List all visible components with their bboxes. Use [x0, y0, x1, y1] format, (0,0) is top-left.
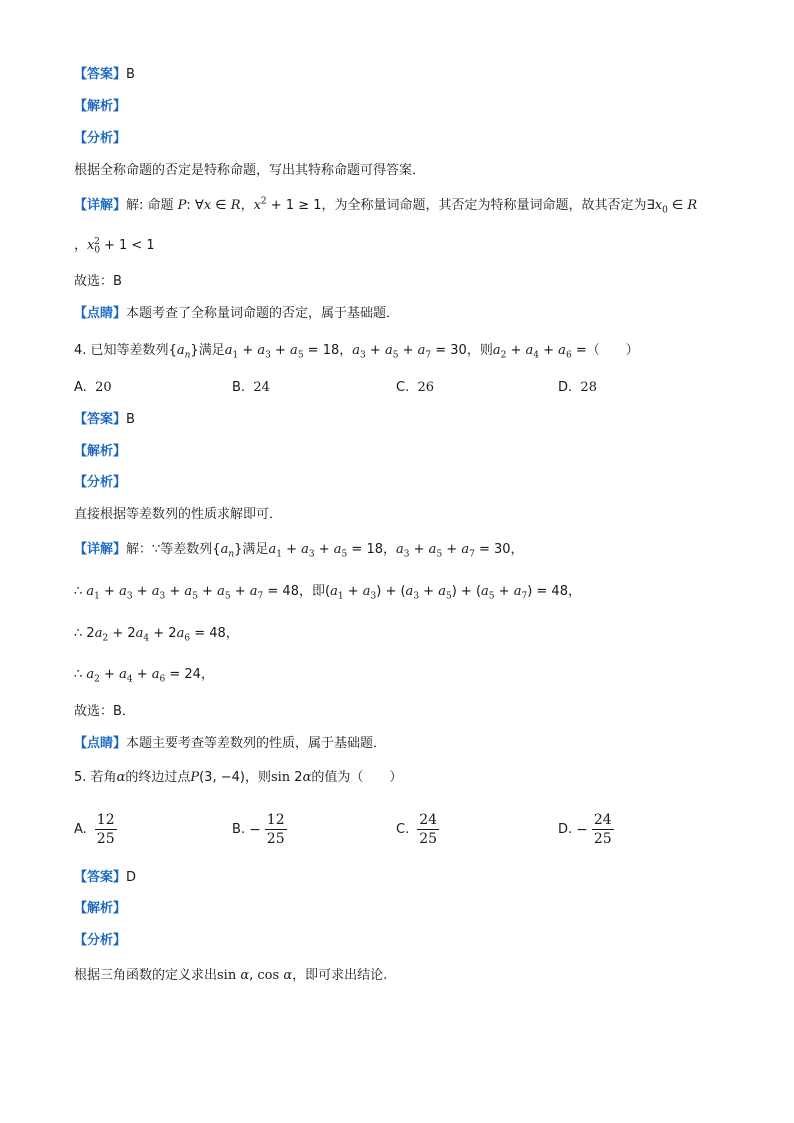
- q3-analysis-heading: [74, 98, 126, 116]
- answer-value: D: [126, 870, 137, 885]
- q5-fenxi-text: [74, 967, 387, 985]
- answer-value: B: [126, 67, 135, 82]
- formula-sum: ∴ $a_1 + a_3 + a_3 + a_5 + a_5 + a_7 = 48$: [74, 584, 299, 602]
- formula-double: ∴ $2a_2 + 2a_4 + 2a_6 = 48$: [74, 626, 226, 644]
- question-number: 4.: [74, 343, 87, 358]
- q4-analysis-heading: [74, 443, 126, 461]
- q4-step-3: ∴ $a_2 + a_4 + a_6 = 24$，: [74, 667, 214, 685]
- formula-alpha: α: [116, 770, 126, 785]
- q4-option-a: A. 20: [74, 380, 112, 395]
- formula-negation: ，$x_0^2 + 1 < 1$: [74, 236, 155, 256]
- stem-text: 满足: [198, 343, 225, 358]
- q5-analysis-heading: [74, 900, 126, 918]
- comment-text: 本题主要考查等差数列的性质，属于基础题．: [126, 736, 387, 751]
- formula-cond2: $a_3 + a_5 + a_7 = 30$: [352, 343, 467, 361]
- q4-comment-line: [74, 735, 386, 753]
- q5-option-b: B. − $\frac{12}{25}$: [232, 812, 285, 847]
- q3-detail-line: [74, 197, 697, 215]
- q4-fenxi-heading: [74, 474, 126, 492]
- question-number: 5.: [74, 770, 87, 785]
- q5-option-a: A. $\frac{12}{25}$: [74, 812, 115, 847]
- fenxi-tag: 【分析】: [74, 131, 127, 146]
- q3-conclusion: 故选：B: [74, 274, 122, 289]
- comment-text: 本题考查了全称量词命题的否定，属于基础题．: [126, 306, 400, 321]
- q4-step-2: ∴ $2a_2 + 2a_4 + 2a_6 = 48$，: [74, 626, 239, 644]
- q4-option-c: C. 26: [396, 380, 435, 395]
- stem-text: =（ ）: [575, 343, 639, 358]
- stem-text: 的终边过点: [125, 770, 191, 785]
- fraction: $\frac{24}{25}$: [419, 812, 438, 847]
- q3-answer-line: [74, 66, 135, 84]
- formula-cond2: $a_3 + a_5 + a_7 = 30$: [396, 542, 511, 560]
- formula-seq: $\{a_n\}$: [212, 542, 243, 560]
- q4-stem: 4. 已知等差数列$\{a_n\}$满足$a_1 + a_3 + a_5 = 18$，$a_3 + a_5 + a_7 = 30$，则$a_2 + a_4 + a_6$ =（ ）: [74, 343, 639, 361]
- detail-mid: ，为全称量词命题，其否定为特称量词命题，故其否定为: [321, 198, 647, 213]
- formula-cond1: $a_1 + a_3 + a_5 = 18$: [224, 343, 340, 361]
- fraction: $\frac{24}{25}$: [593, 812, 612, 847]
- q4-option-b: B. 24: [232, 380, 270, 395]
- fenxi-tag: 【分析】: [74, 475, 127, 490]
- q5-stem: [74, 769, 402, 787]
- analysis-tag: 【解析】: [74, 901, 127, 916]
- analysis-tag: 【解析】: [74, 99, 127, 114]
- detail-lead: 解：∵等差数列: [126, 542, 213, 557]
- detail-lead: 解: 命题: [126, 198, 174, 213]
- fenxi-text: 根据三角函数的定义求出: [74, 968, 218, 983]
- stem-text: 的值为（ ）: [311, 770, 403, 785]
- detail-text: 满足: [242, 542, 269, 557]
- answer-tag: 【答案】: [74, 870, 127, 885]
- detail-tag: 【详解】: [74, 198, 127, 213]
- stem-text: 若角: [90, 770, 117, 785]
- q4-conclusion: 故选：B．: [74, 704, 135, 719]
- formula-proposition: P: ∀x ∈ R，$x^2 + 1 \ge 1$: [177, 196, 322, 213]
- answer-value: B: [126, 412, 135, 427]
- q4-detail-line: 【详解】解：∵等差数列$\{a_n\}$满足$a_1 + a_3 + a_5 = 18$，$a_3 + a_5 + a_7 = 30$，: [74, 542, 524, 560]
- detail-tag: 【详解】: [74, 542, 127, 557]
- stem-text: ，则: [466, 343, 493, 358]
- formula-sincos: sin α, cos α: [217, 968, 293, 983]
- comment-tag: 【点睛】: [74, 306, 127, 321]
- q4-answer-line: [74, 411, 135, 429]
- formula-cond1: $a_1 + a_3 + a_5 = 18$: [268, 542, 383, 560]
- formula-target: $a_2 + a_4 + a_6$: [492, 343, 572, 361]
- formula-point: P(3, −4): [190, 770, 245, 785]
- answer-tag: 【答案】: [74, 412, 127, 427]
- fraction: $\frac{12}{25}$: [266, 812, 285, 847]
- formula-seq: $\{a_n\}$: [168, 343, 199, 361]
- fenxi-tag: 【分析】: [74, 933, 127, 948]
- q5-answer-line: [74, 869, 136, 887]
- formula-result: ∴ $a_2 + a_4 + a_6 = 24$: [74, 667, 201, 685]
- answer-tag: 【答案】: [74, 67, 127, 82]
- analysis-tag: 【解析】: [74, 444, 127, 459]
- fraction: $\frac{12}{25}$: [96, 812, 115, 847]
- stem-text: 已知等差数列: [90, 343, 169, 358]
- q3-fenxi-text: 根据全称命题的否定是特称命题，写出其特称命题可得答案．: [74, 163, 426, 178]
- q4-step-1: ∴ $a_1 + a_3 + a_3 + a_5 + a_5 + a_7 = 48$，即$(a_1 + a_3) + (a_3 + a_5) + (a_5 + a_7) = 48$，: [74, 584, 581, 602]
- formula-exists: $\exists x_0$ ∈ R: [646, 198, 698, 216]
- q5-fenxi-heading: [74, 932, 126, 950]
- q4-fenxi-text: 直接根据等差数列的性质求解即可．: [74, 507, 283, 522]
- q3-comment-line: [74, 305, 399, 323]
- detail-text: ，即: [298, 584, 325, 599]
- q3-fenxi-heading: [74, 130, 126, 148]
- q5-option-c: C. $\frac{24}{25}$: [396, 812, 438, 847]
- stem-text: ，则: [244, 770, 271, 785]
- q4-option-d: D. 28: [558, 380, 597, 395]
- fenxi-text: ，即可求出结论.: [292, 968, 388, 983]
- q3-detail-continued: [74, 237, 155, 255]
- formula-sin2a: sin 2α: [270, 770, 312, 785]
- formula-grouped: $(a_1 + a_3) + (a_3 + a_5) + (a_5 + a_7) = 48$: [324, 584, 568, 602]
- comment-tag: 【点睛】: [74, 736, 127, 751]
- q5-option-d: D. − $\frac{24}{25}$: [558, 812, 612, 847]
